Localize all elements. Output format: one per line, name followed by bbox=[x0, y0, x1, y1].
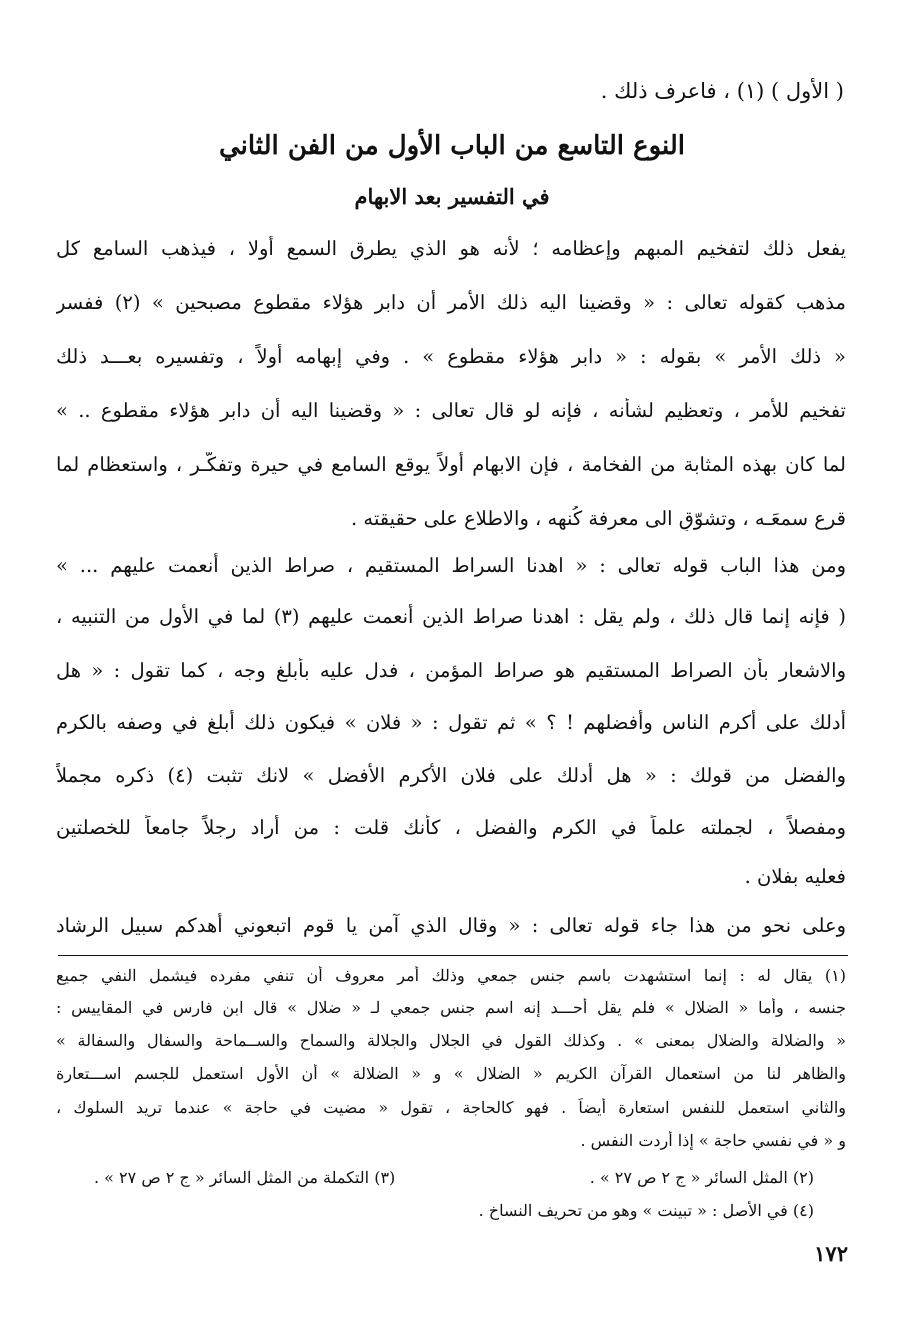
body-line: لما كان بهذه المثابة من الفخامة ، فإن الابهام أولاً يوقع السامع في حيرة وتفكّـر ، واستعظام لما bbox=[56, 453, 846, 476]
body-line: ومن هذا الباب قوله تعالى : « اهدنا السراط المستقيم ، صراط الذين أنعمت عليهم ... » bbox=[56, 554, 846, 577]
footnote-3: (٣) التكملة من المثل السائر « ج ٢ ص ٢٧ » . bbox=[94, 1168, 396, 1187]
body-line: « ذلك الأمر » بقوله : « دابر هؤلاء مقطوع » . وفي إبهامه أولاً ، وتفسيره بعـــد ذلك bbox=[56, 345, 846, 368]
footnote-divider bbox=[58, 955, 848, 956]
page-number: ١٧٢ bbox=[814, 1241, 848, 1266]
footnote-line: والثاني استعمل للنفس استعارة أيضاً . فهو كالحاجة ، تقول « مضيت في حاجة » عندما تريد السلوك ، bbox=[56, 1098, 846, 1117]
chapter-title: النوع التاسع من الباب الأول من الفن الثاني bbox=[218, 131, 686, 161]
footnote-line: جنسه ، وأما « الضلال » فلم يقل أحـــد إنه اسم جنس جمعي لـ « ضلال » قال ابن فارس في المقاييس : bbox=[56, 998, 846, 1017]
body-line: مذهب كقوله تعالى : « وقضينا اليه ذلك الأمر أن دابر هؤلاء مقطوع مصبحين » (٢) ففسر bbox=[56, 291, 846, 314]
body-line: تفخيم للأمر ، وتعظيم لشأنه ، فإنه لو قال تعالى : « وقضينا اليه أن دابر هؤلاء مقطوع .. » bbox=[56, 399, 846, 422]
footnote-row-2-3 bbox=[94, 1168, 814, 1189]
body-line: والفضل من قولك : « هل أدلك على فلان الأكرم الأفضل » لانك تثبت (٤) ذكره مجملاً bbox=[56, 764, 846, 787]
chapter-subtitle: في التفسير بعد الابهام bbox=[354, 184, 550, 209]
footnote-line: والظاهر لنا من استعمال القرآن الكريم « الضلال » و « الضلالة » أن الأول استعمل للجسم اســـتعارة bbox=[56, 1064, 846, 1083]
body-line: ( فإنه إنما قال ذلك ، ولم يقل : اهدنا صراط الذين أنعمت عليهم (٣) لما في الأول من التنبيه ، bbox=[56, 605, 846, 628]
body-line: قرع سمعَـه ، وتشوّقٍ الى معرفة كُنهه ، والاطلاع على حقيقته . bbox=[350, 507, 846, 530]
body-line: أدلك على أكرم الناس وأفضلهم ! ؟ » ثم تقول : « فلان » فيكون ذلك أبلغ في وصفه بالكرم bbox=[56, 711, 846, 734]
body-line: ومفصلاً ، لجملته علماً في الكرم والفضل ، كأنك قلت : من أراد رجلاً جامعاً للخصلتين bbox=[56, 816, 846, 839]
footnote-line: (١) يقال له : إنما استشهدت باسم جنس جمعي وذلك أمر معروف أن تنفي مفرده فيشمل النفي جميع bbox=[56, 966, 846, 985]
footnote-2: (٢) المثل السائر « ج ٢ ص ٢٧ » . bbox=[589, 1168, 814, 1187]
footnote-line: و « في نفسي حاجة » إذا أردت النفس . bbox=[580, 1131, 846, 1150]
body-line: وعلى نحو من هذا جاء قوله تعالى : « وقال الذي آمن يا قوم اتبعوني أهدكم سبيل الرشاد bbox=[56, 914, 846, 937]
footnote-4: (٤) في الأصل : « تبينت » وهو من تحريف النساخ . bbox=[478, 1201, 814, 1220]
continuation-line: ( الأول ) (١) ، فاعرف ذلك . bbox=[600, 79, 844, 103]
body-line: والاشعار بأن الصراط المستقيم هو صراط المؤمن ، فدل عليه بأبلغ وجه ، كما تقول : « هل bbox=[56, 659, 846, 682]
body-line: فعليه بفلان . bbox=[744, 865, 846, 888]
body-line: يفعل ذلك لتفخيم المبهم وإعظامه ؛ لأنه هو الذي يطرق السمع أولا ، فيذهب السامع كل bbox=[56, 237, 846, 260]
footnote-line: « والضلالة والضلال بمعنى » . وكذلك القول في الجلال والجلالة والسماح والســماحة والسفال والسفالة » bbox=[56, 1031, 846, 1050]
